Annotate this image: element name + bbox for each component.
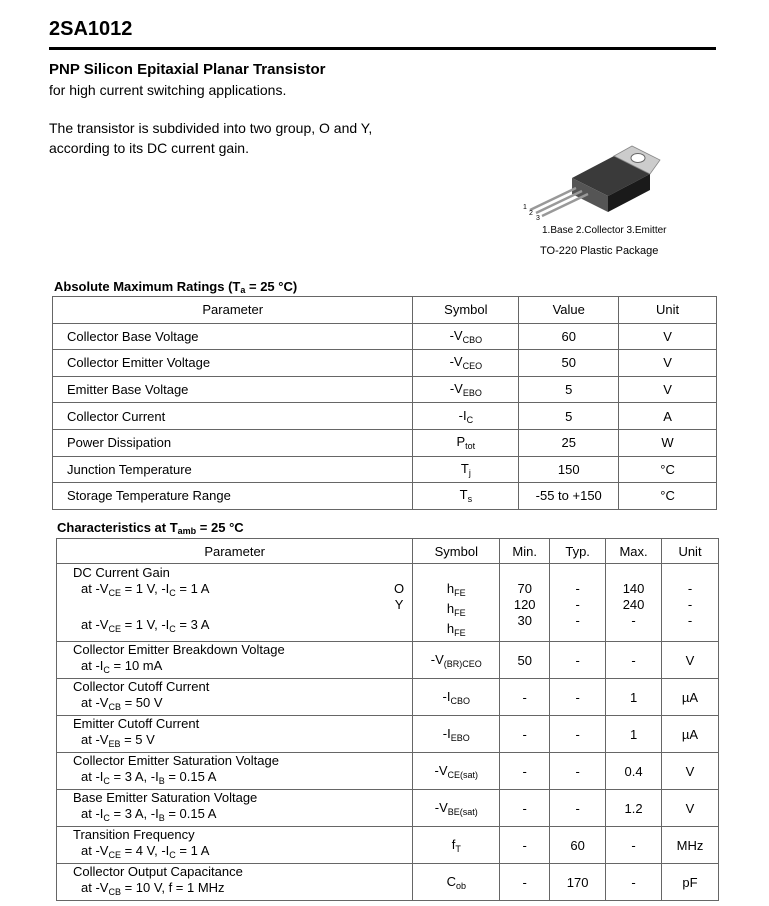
col-header: Symbol — [413, 297, 519, 324]
package-name: TO-220 Plastic Package — [540, 245, 659, 257]
max-cell: 1 — [606, 716, 662, 753]
param-cell: Collector Base Voltage — [53, 323, 413, 350]
typ-cell: - — [550, 642, 606, 679]
unit-cell: - - - — [662, 564, 719, 642]
min-cell: - — [500, 864, 550, 901]
symbol-cell: $-V_{(BR)CEO}$ — [413, 642, 500, 679]
min-cell: 70 120 30 — [500, 564, 550, 642]
param-cell: Collector Emitter Breakdown Voltage at $-I_C = 10$ mA — [57, 642, 413, 679]
value-cell: -55 to +150 — [519, 483, 619, 510]
symbol-cell: $-I_C$ — [413, 403, 519, 430]
value-cell: 5 — [519, 376, 619, 403]
application-text: for high current switching applications. — [49, 82, 287, 98]
max-cell: - — [606, 642, 662, 679]
max-cell: 140 240 - — [606, 564, 662, 642]
symbol-cell: $h_{FE}$ $h_{FE}$ $h_{FE}$ — [413, 564, 500, 642]
param-cell: Emitter Cutoff Current at $-V_{EB} = 5$ V — [57, 716, 413, 753]
col-header: Symbol — [413, 539, 500, 564]
min-cell: - — [500, 753, 550, 790]
min-cell: - — [500, 716, 550, 753]
table-row — [57, 642, 719, 679]
param-cell: Base Emitter Saturation Voltage at $-I_C = 3$ A, $-I_B = 0.15$ A — [57, 790, 413, 827]
part-number: 2SA1012 — [49, 18, 133, 40]
value-cell: 60 — [519, 323, 619, 350]
typ-cell: - — [550, 753, 606, 790]
description-text: The transistor is subdivided into two group, O and Y, according to its DC current gain. — [49, 120, 373, 156]
table-row — [57, 564, 719, 642]
device-subtitle: PNP Silicon Epitaxial Planar Transistor — [49, 61, 326, 78]
gain-group-label: O — [394, 581, 405, 596]
col-header: Typ. — [550, 539, 606, 564]
symbol-cell: $-V_{CE(sat)}$ — [413, 753, 500, 790]
col-header: Parameter — [57, 539, 413, 564]
max-cell: 1.2 — [606, 790, 662, 827]
symbol-cell: $-V_{CEO}$ — [413, 350, 519, 377]
table-row — [53, 350, 717, 377]
table-header-row — [53, 297, 717, 324]
unit-cell: µA — [662, 716, 719, 753]
pin-number: 2 — [529, 210, 533, 217]
typ-cell: - — [550, 716, 606, 753]
table-row — [53, 483, 717, 510]
typ-cell: - — [550, 679, 606, 716]
table-row — [53, 376, 717, 403]
max-cell: 1 — [606, 679, 662, 716]
unit-cell: V — [662, 642, 719, 679]
symbol-cell: $T_j$ — [413, 456, 519, 483]
gain-group-cell — [386, 564, 413, 642]
col-header: Max. — [606, 539, 662, 564]
table-row — [57, 679, 719, 716]
characteristics-table — [56, 538, 719, 901]
unit-cell: A — [619, 403, 717, 430]
typ-cell: - - - — [550, 564, 606, 642]
unit-cell: °C — [619, 483, 717, 510]
param-cell: Collector Emitter Voltage — [53, 350, 413, 377]
col-header: Value — [519, 297, 619, 324]
symbol-cell: $-V_{CBO}$ — [413, 323, 519, 350]
col-header: Unit — [619, 297, 717, 324]
unit-cell: MHz — [662, 827, 719, 864]
param-cell: Storage Temperature Range — [53, 483, 413, 510]
pin-number: 3 — [536, 215, 540, 222]
pin-legend: 1.Base 2.Collector 3.Emitter — [542, 225, 667, 236]
param-cell: Power Dissipation — [53, 429, 413, 456]
col-header: Min. — [500, 539, 550, 564]
param-cell: Collector Current — [53, 403, 413, 430]
characteristics-title: Characteristics at $T_{amb} = 25$ °C — [57, 520, 244, 536]
table-row — [53, 429, 717, 456]
unit-cell: V — [619, 376, 717, 403]
max-cell: - — [606, 827, 662, 864]
table-row — [57, 827, 719, 864]
pin-number: 1 — [523, 204, 527, 211]
min-cell: - — [500, 790, 550, 827]
unit-cell: V — [619, 323, 717, 350]
param-cell: Junction Temperature — [53, 456, 413, 483]
param-cell: Collector Cutoff Current at $-V_{CB} = 50$ V — [57, 679, 413, 716]
table-header-row — [57, 539, 719, 564]
table-row — [53, 456, 717, 483]
symbol-cell: $P_{tot}$ — [413, 429, 519, 456]
unit-cell: V — [619, 350, 717, 377]
typ-cell: 60 — [550, 827, 606, 864]
symbol-cell: $-V_{BE(sat)}$ — [413, 790, 500, 827]
max-cell: 0.4 — [606, 753, 662, 790]
param-cell: Collector Output Capacitance at $-V_{CB} = 10$ V, f = 1 MHz — [57, 864, 413, 901]
table-row — [57, 864, 719, 901]
symbol-cell: $f_T$ — [413, 827, 500, 864]
symbol-cell: $C_{ob}$ — [413, 864, 500, 901]
to220-package-icon — [520, 130, 670, 225]
gain-group-label: Y — [394, 597, 404, 612]
value-cell: 25 — [519, 429, 619, 456]
unit-cell: °C — [619, 456, 717, 483]
typ-cell: 170 — [550, 864, 606, 901]
min-cell: - — [500, 679, 550, 716]
abs-max-title: Absolute Maximum Ratings ($T_a = 25$ °C) — [54, 279, 298, 295]
max-cell: - — [606, 864, 662, 901]
value-cell: 150 — [519, 456, 619, 483]
symbol-cell: $-I_{EBO}$ — [413, 716, 500, 753]
unit-cell: µA — [662, 679, 719, 716]
header-rule — [49, 47, 716, 50]
min-cell: - — [500, 827, 550, 864]
param-cell: Collector Emitter Saturation Voltage at $-I_C = 3$ A, $-I_B = 0.15$ A — [57, 753, 413, 790]
symbol-cell: $T_s$ — [413, 483, 519, 510]
param-cell: Emitter Base Voltage — [53, 376, 413, 403]
unit-cell: V — [662, 790, 719, 827]
symbol-cell: $-I_{CBO}$ — [413, 679, 500, 716]
col-header: Parameter — [53, 297, 413, 324]
value-cell: 50 — [519, 350, 619, 377]
table-row — [57, 716, 719, 753]
table-row — [53, 323, 717, 350]
table-row — [57, 753, 719, 790]
symbol-cell: $-V_{EBO}$ — [413, 376, 519, 403]
unit-cell: pF — [662, 864, 719, 901]
col-header: Unit — [662, 539, 719, 564]
min-cell: 50 — [500, 642, 550, 679]
typ-cell: - — [550, 790, 606, 827]
value-cell: 5 — [519, 403, 619, 430]
param-cell: DC Current Gain at $-V_{CE} = 1$ V, $-I_C = 1$ A at $-V_{CE} = 1$ V, $-I_C = 3$ A — [57, 564, 386, 642]
unit-cell: V — [662, 753, 719, 790]
table-row — [53, 403, 717, 430]
param-cell: Transition Frequency at $-V_{CE} = 4$ V, $-I_C = 1$ A — [57, 827, 413, 864]
unit-cell: W — [619, 429, 717, 456]
table-row — [57, 790, 719, 827]
absolute-maximum-ratings-table — [52, 296, 717, 510]
